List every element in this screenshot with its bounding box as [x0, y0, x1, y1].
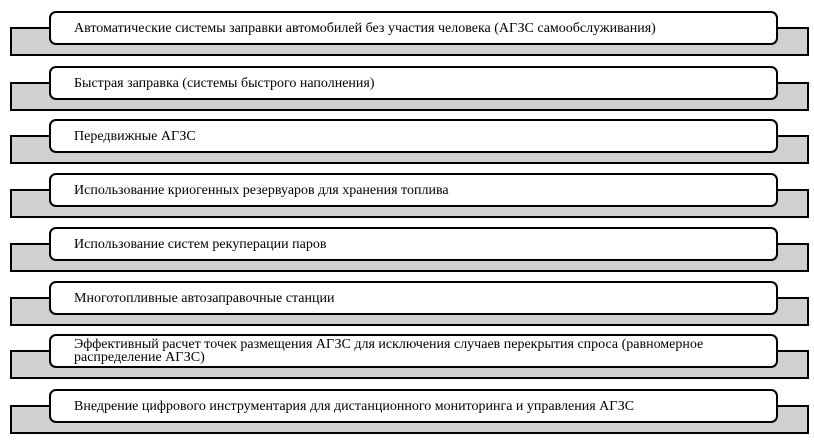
- item-box: [49, 66, 778, 100]
- list-item: [0, 389, 814, 443]
- item-box: [49, 389, 778, 423]
- item-box: [49, 119, 778, 153]
- item-label: Быстрая заправка (системы быстрого наполнения): [74, 75, 375, 91]
- list-item: [0, 119, 814, 173]
- item-box: [49, 173, 778, 207]
- item-label: Многотопливные автозаправочные станции: [74, 290, 335, 306]
- list-item: [0, 66, 814, 120]
- list-item: [0, 173, 814, 227]
- item-box: [49, 281, 778, 315]
- item-label: Передвижные АГЗС: [74, 128, 196, 144]
- item-label: Использование систем рекуперации паров: [74, 236, 327, 252]
- list-item: [0, 227, 814, 281]
- item-box: [49, 227, 778, 261]
- item-label: Автоматические системы заправки автомобилей без участия человека (АГЗС самообслуживания): [74, 20, 656, 36]
- item-label: Эффективный расчет точек размещения АГЗС для исключения случаев перекрытия спроса (равномерное распределение АГЗС): [74, 337, 704, 365]
- list-item: [0, 11, 814, 65]
- item-label: Внедрение цифрового инструментария для дистанционного мониторинга и управления АГЗС: [74, 398, 635, 414]
- item-box: [49, 334, 778, 368]
- list-item: [0, 334, 814, 388]
- item-box: [49, 11, 778, 45]
- list-item: [0, 281, 814, 335]
- item-label: Использование криогенных резервуаров для хранения топлива: [74, 182, 449, 198]
